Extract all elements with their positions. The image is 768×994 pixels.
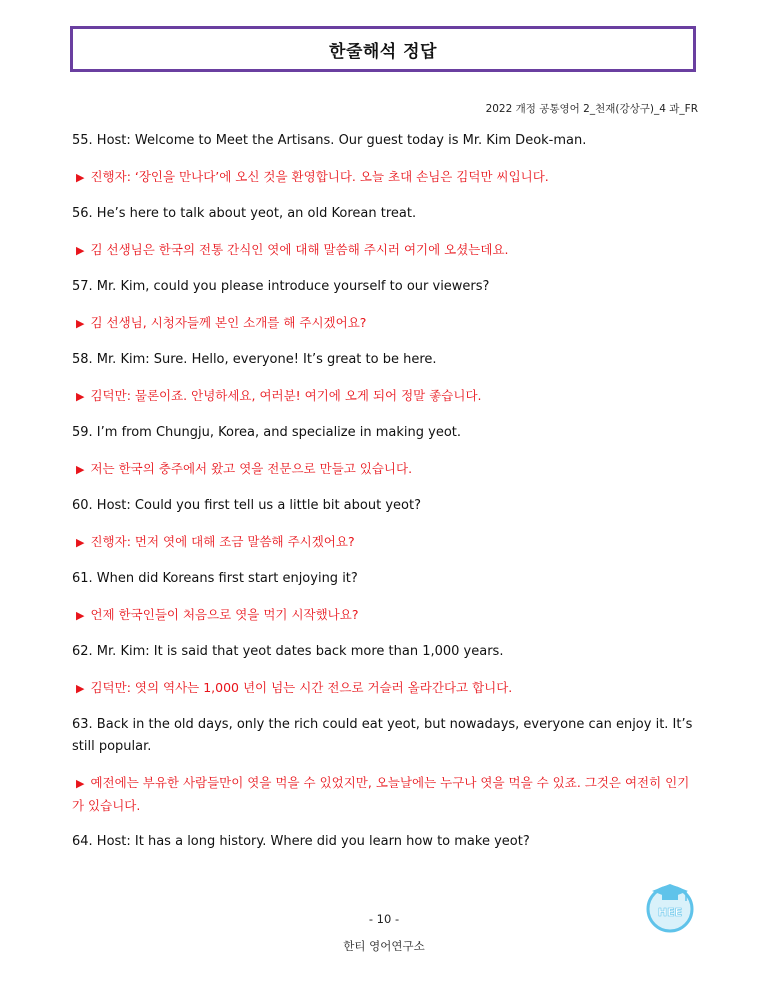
korean-translation-text: 진행자: ‘장인을 만나다’에 오신 것을 환영합니다. 오늘 초대 손님은 김덕만 씨입니다. xyxy=(90,169,549,184)
sentence-list xyxy=(72,130,698,853)
korean-translation xyxy=(72,458,698,481)
korean-translation xyxy=(72,604,698,627)
english-sentence: 57. Mr. Kim, could you please introduce yourself to our viewers? xyxy=(72,279,490,294)
korean-translation-text: 김 선생님은 한국의 전통 간식인 엿에 대해 말씀해 주시러 여기에 오셨는데요. xyxy=(90,242,509,257)
english-sentence: 64. Host: It has a long history. Where did you learn how to make yeot? xyxy=(72,834,530,849)
title-box xyxy=(70,26,696,72)
english-sentence: 55. Host: Welcome to Meet the Artisans. Our guest today is Mr. Kim Deok-man. xyxy=(72,133,587,148)
english-sentence: 63. Back in the old days, only the rich could eat yeot, but nowadays, everyone can enjoy it. It’s still popular. xyxy=(72,717,693,754)
triangle-marker-icon: ▶ xyxy=(76,682,85,695)
triangle-marker-icon: ▶ xyxy=(76,609,85,622)
page-number: - 10 - xyxy=(368,912,400,926)
english-sentence: 56. He’s here to talk about yeot, an old Korean treat. xyxy=(72,206,417,221)
korean-translation xyxy=(72,239,698,262)
triangle-marker-icon: ▶ xyxy=(76,171,85,184)
english-sentence: 61. When did Koreans first start enjoying it? xyxy=(72,571,358,586)
triangle-marker-icon: ▶ xyxy=(76,244,85,257)
triangle-marker-icon: ▶ xyxy=(76,317,85,330)
english-sentence: 60. Host: Could you first tell us a little bit about yeot? xyxy=(72,498,421,513)
korean-translation-text: 진행자: 먼저 엿에 대해 조금 말씀해 주시겠어요? xyxy=(90,534,355,549)
korean-translation-text: 언제 한국인들이 처음으로 엿을 먹기 시작했나요? xyxy=(90,607,359,622)
korean-translation-text: 예전에는 부유한 사람들만이 엿을 먹을 수 있었지만, 오늘날에는 누구나 엿을 먹을 수 있죠. 그것은 여전히 인기가 있습니다. xyxy=(72,775,690,813)
english-sentence: 58. Mr. Kim: Sure. Hello, everyone! It’s great to be here. xyxy=(72,352,437,367)
organization-name: 한티 영어연구소 xyxy=(343,939,425,953)
triangle-marker-icon: ▶ xyxy=(76,463,85,476)
korean-translation xyxy=(72,312,698,335)
korean-translation xyxy=(72,385,698,408)
triangle-marker-icon: ▶ xyxy=(76,536,85,549)
korean-translation-text: 저는 한국의 충주에서 왔고 엿을 전문으로 만들고 있습니다. xyxy=(90,461,413,476)
korean-translation xyxy=(72,677,698,700)
korean-translation-text: 김 선생님, 시청자들께 본인 소개를 해 주시겠어요? xyxy=(90,315,367,330)
korean-translation xyxy=(72,772,698,817)
logo-text: HEE xyxy=(657,906,683,919)
document-subtitle: 2022 개정 공통영어 2_천재(강상구)_4 과_FR xyxy=(485,103,698,115)
korean-translation-text: 김덕만: 물론이죠. 안녕하세요, 여러분! 여기에 오게 되어 정말 좋습니다. xyxy=(90,388,482,403)
korean-translation xyxy=(72,166,698,189)
english-sentence: 59. I’m from Chungju, Korea, and specialize in making yeot. xyxy=(72,425,462,440)
page-title: 한줄해석 정답 xyxy=(329,41,437,62)
korean-translation xyxy=(72,531,698,554)
hee-logo xyxy=(640,876,700,936)
triangle-marker-icon: ▶ xyxy=(76,390,85,403)
korean-translation-text: 김덕만: 엿의 역사는 1,000 년이 넘는 시간 전으로 거슬러 올라간다고 합니다. xyxy=(90,680,513,695)
triangle-marker-icon: ▶ xyxy=(76,777,85,790)
english-sentence: 62. Mr. Kim: It is said that yeot dates back more than 1,000 years. xyxy=(72,644,504,659)
